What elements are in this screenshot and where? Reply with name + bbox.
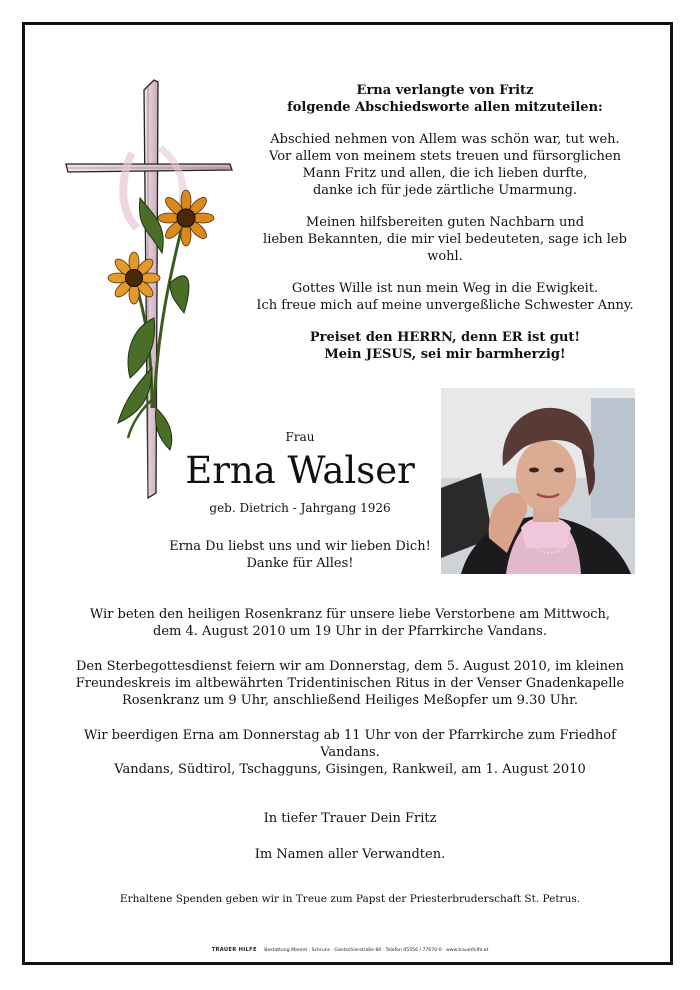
burial-announcement: Wir beerdigen Erna am Donnerstag ab 11 Uhr von der Pfarrkirche zum Friedhof Vandans. [84,728,616,760]
places-and-date: Vandans, Südtirol, Tschagguns, Gisingen, Rankweil, am 1. August 2010 [114,762,586,777]
poem-stanza-2: Meinen hilfsbereiten guten Nachbarn und lieben Bekannten, die mir viel bedeuteten, sage ich leb wohl. [263,215,627,264]
cross-with-sunflowers-illustration [62,78,237,503]
poem-heading: Erna verlangte von Fritz folgende Abschiedsworte allen mitzuteilen: [287,83,603,115]
mass-announcement: Den Sterbegottesdienst feiern wir am Donnerstag, dem 5. August 2010, im kleinen Freundeskreis im altbewährten Tridentinischen Ritus in der Venser Gnadenkapelle Rosenkranz um 9 Uhr, anschließend Heiliges Meßopfer um 9.30 Uhr. [75,659,625,708]
poem-stanza-1: Abschied nehmen von Allem was schön war, tut weh. Vor allem von meinem stets treuen und fürsorglichen Mann Fritz und allen, die ich lieben durfte, danke ich für jede zärtliche Umarmung. [269,132,621,198]
rosary-announcement: Wir beten den heiligen Rosenkranz für unsere liebe Verstorbene am Mittwoch, dem 4. August 2010 um 19 Uhr in der Pfarrkirche Vandans. [89,607,611,639]
portrait-photo [441,388,635,574]
poem-closing: Preiset den HERRN, denn ER ist gut! Mein JESUS, sei mir barmherzig! [309,330,581,362]
footer-text: Bestattung Marent · Schruns · Gantschierstraße 80 · Telefon 05556 / 77670-0 · www.trauerhilfe.at [264,948,489,953]
footer [0,947,700,953]
salutation: Frau [285,430,315,444]
love-message: Erna Du liebst uns und wir lieben Dich! Danke für Alles! [169,539,431,571]
relatives-signature: Im Namen aller Verwandten. [254,847,446,862]
farewell-poem [250,82,640,378]
deceased-name: Erna Walser [185,449,415,492]
birth-info: geb. Dietrich - Jahrgang 1926 [209,501,391,515]
mourning-signature: In tiefer Trauer Dein Fritz [263,811,437,826]
footer-brand: TRAUER HILFE [211,947,257,953]
donations-note: Erhaltene Spenden geben wir in Treue zum Papst der Priesterbruderschaft St. Petrus. [119,893,581,905]
poem-stanza-3: Gottes Wille ist nun mein Weg in die Ewigkeit. Ich freue mich auf meine unvergeßliche Schwester Anny. [256,281,634,313]
